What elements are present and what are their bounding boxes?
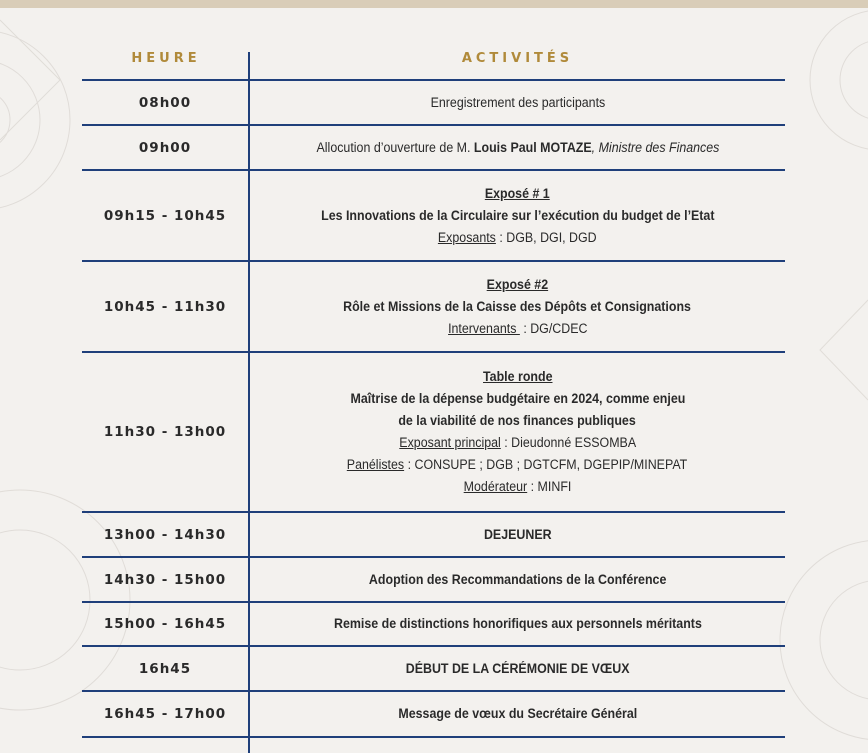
session-title: Table ronde [482,369,553,384]
row-time: 15h00 - 16h45 [103,616,227,632]
session-subject-line1: Maîtrise de la dépense budgétaire en 2024, comme enjeu [350,391,685,406]
row-time: 14h30 - 15h00 [103,571,227,588]
row-time: 13h00 - 14h30 [103,526,227,543]
session-subject-line2: de la viabilité de nos finances publiques [398,413,637,428]
role-label: Intervenants [447,320,520,336]
row-time: 08h00 [138,94,192,111]
session-subject: Rôle et Missions de la Caisse des Dépôts et Consignations [343,298,692,314]
role-label: Exposant principal [399,435,501,450]
row-activity [250,353,785,511]
table-row [82,262,785,351]
row-activity [250,647,785,690]
activity-text: DÉBUT DE LA CÉRÉMONIE DE VŒUX [405,660,630,676]
row-time: 16h45 - 17h00 [103,706,227,722]
row-activity [250,126,785,169]
activity-text: Enregistrement des participants [430,94,605,110]
table-row [82,647,785,690]
row-activity [250,692,785,736]
row-time: 11h30 - 13h00 [103,424,227,440]
table-row [82,603,785,645]
row-divider [82,736,785,738]
speaker-title: , Ministre des Finances [591,139,719,155]
role-value: : DGB, DGI, DGD [496,229,597,245]
column-header-time: HEURE [131,51,201,66]
table-row [82,81,785,124]
row-time: 10h45 - 11h30 [103,298,227,315]
session-subject: Les Innovations de la Circulaire sur l’exécution du budget de l’Etat [320,207,715,223]
role-label: Modérateur [463,479,528,494]
row-time: 16h45 [138,660,192,677]
table-row [82,126,785,169]
table-row [82,692,785,736]
row-activity [250,513,785,556]
session-title: Exposé # 1 [485,185,550,201]
row-activity [250,603,785,645]
role-label: Exposants [438,229,497,245]
row-time: 09h15 - 10h45 [103,207,227,224]
row-activity [250,262,785,351]
table-row [82,558,785,601]
role-value: : DG/CDEC [519,320,588,336]
column-header-activities: ACTIVITÉS [461,51,574,66]
activity-text: DEJEUNER [483,526,552,542]
table-row [82,513,785,556]
row-activity [250,558,785,601]
role-value: : Dieudonné ESSOMBA [500,435,636,450]
row-time: 09h00 [138,139,192,156]
activity-text: Remise de distinctions honorifiques aux personnels méritants [333,616,702,631]
row-activity [250,81,785,124]
speaker-name: Louis Paul MOTAZE [473,139,592,155]
role-value: : MINFI [527,479,572,494]
role-value: : CONSUPE ; DGB ; DGTCFM, DGEPIP/MINEPAT [404,457,688,472]
activity-text: Message de vœux du Secrétaire Général [398,706,637,721]
table-row [82,353,785,511]
table-row [82,171,785,260]
role-label: Panélistes [347,457,405,472]
activity-text: Adoption des Recommandations de la Conférence [368,571,667,587]
row-activity [250,171,785,260]
activity-text-prefix: Allocution d’ouverture de M. [316,139,474,155]
session-title: Exposé #2 [486,276,549,292]
